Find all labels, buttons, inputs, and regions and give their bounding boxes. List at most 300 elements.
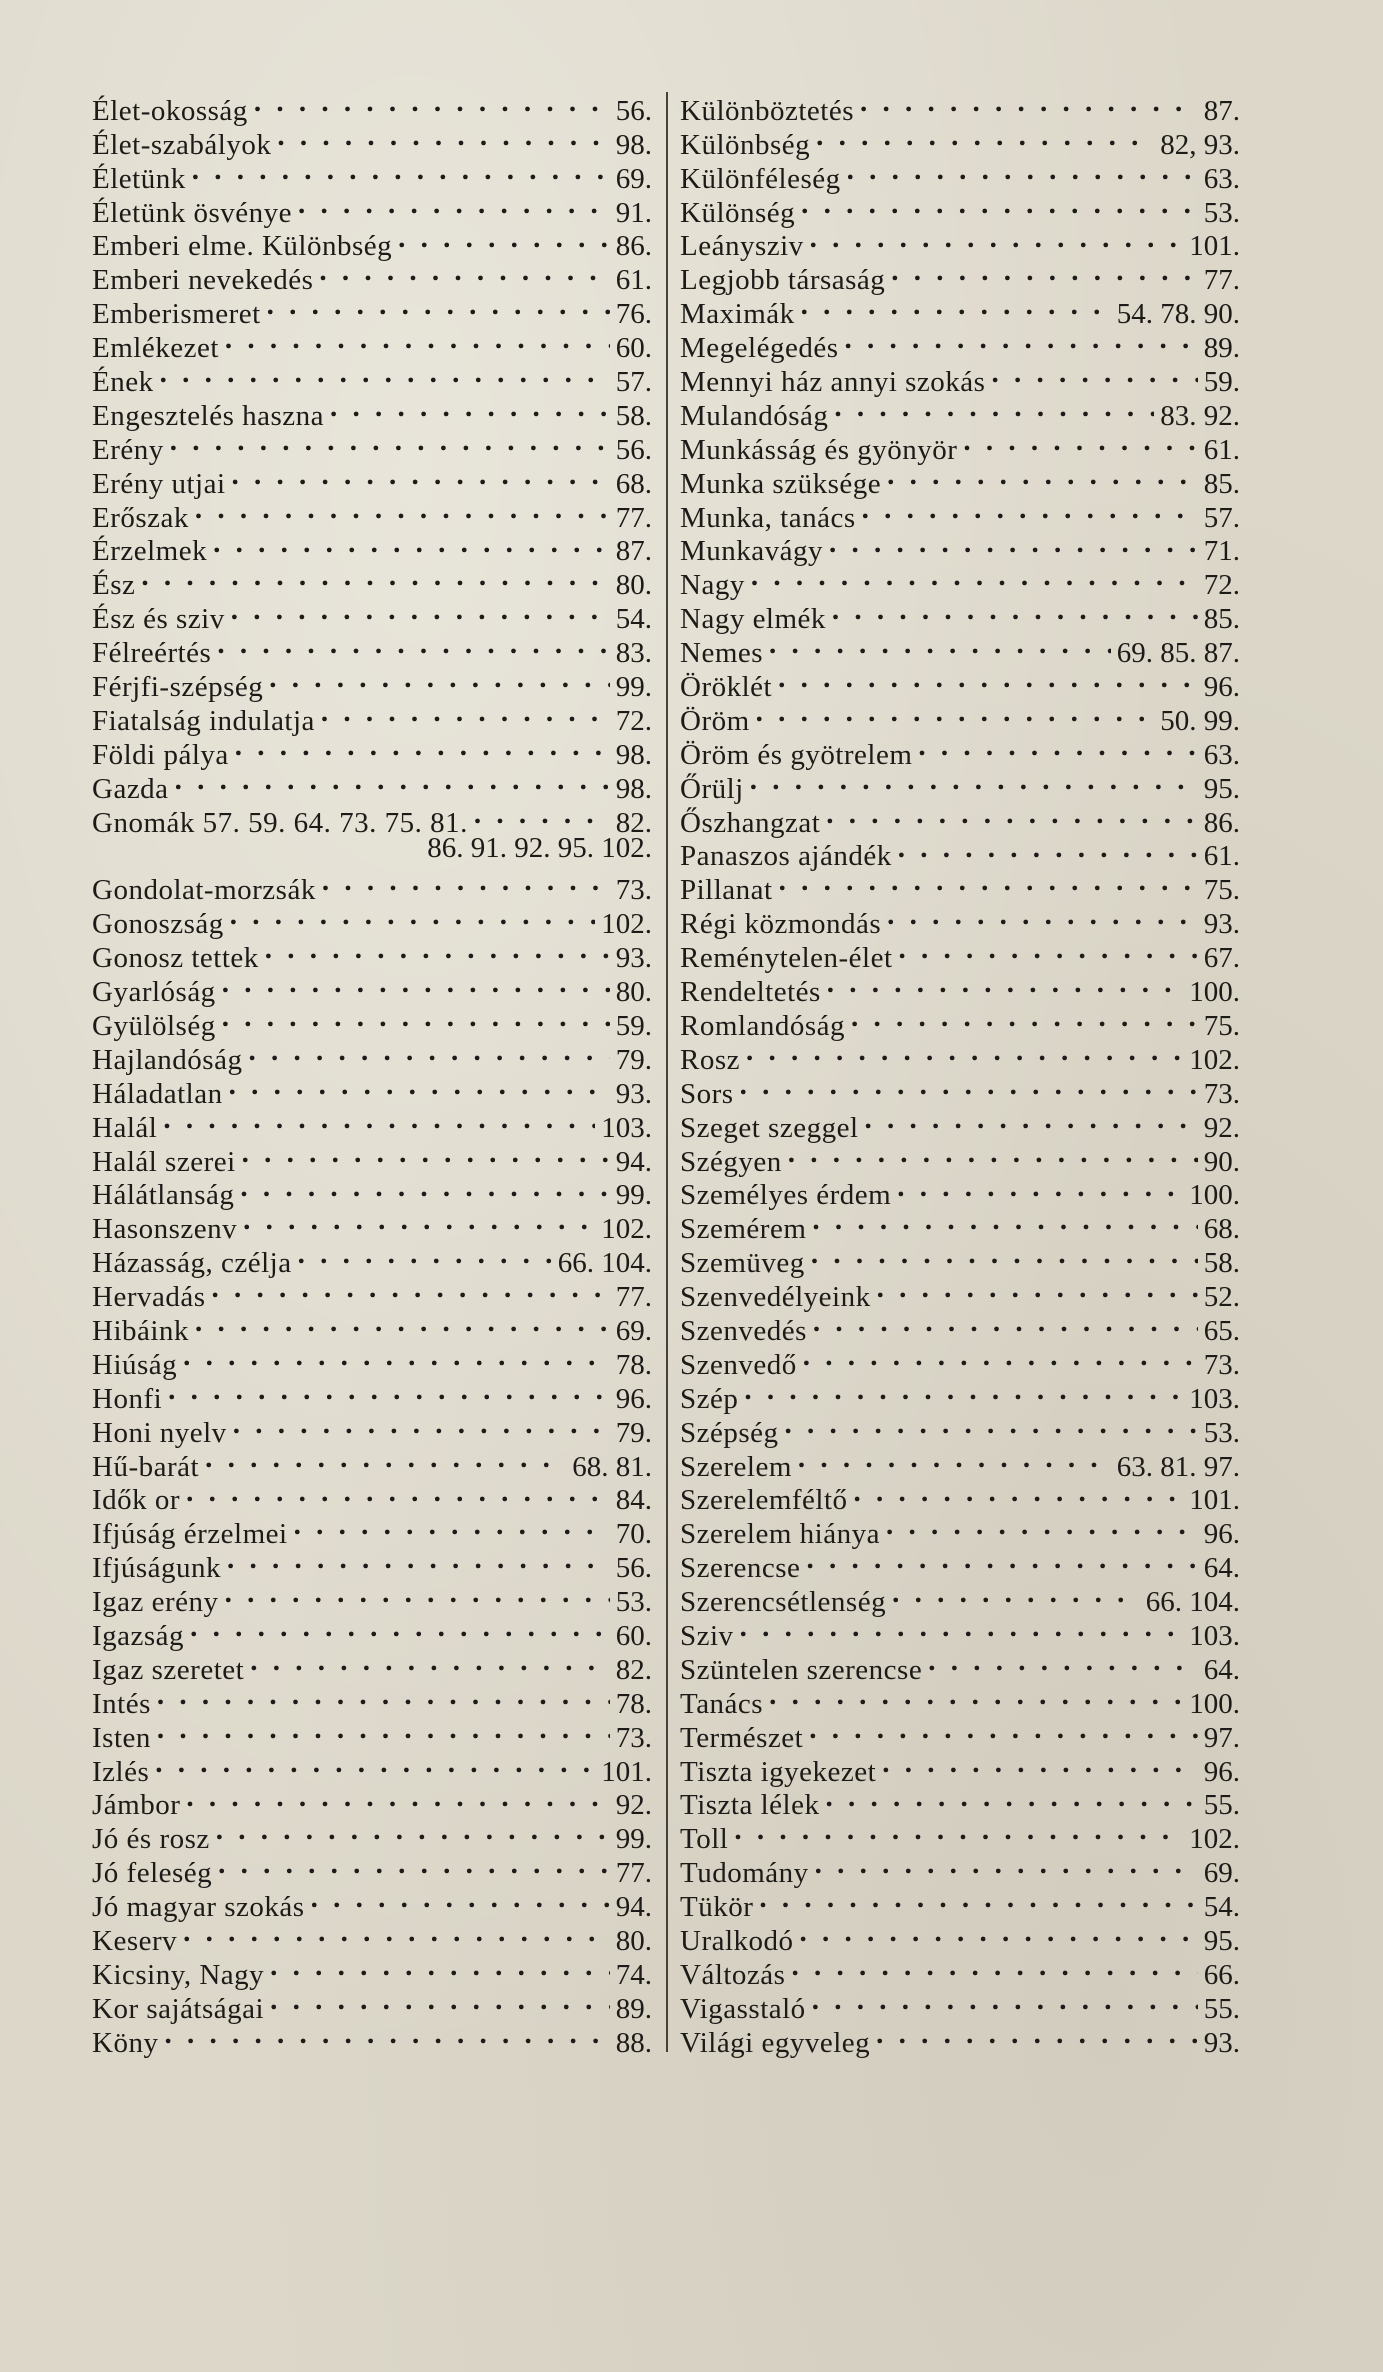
index-term: Rendeltetés <box>680 976 821 1009</box>
index-entry <box>680 459 1240 500</box>
dot-leader <box>213 527 610 561</box>
index-page-numbers: 63. <box>1203 738 1240 771</box>
index-entry <box>92 1408 652 1449</box>
index-page-numbers: 96. <box>1203 671 1240 704</box>
index-term: Fiatalság indulatja <box>92 704 315 737</box>
dot-leader <box>218 1848 610 1882</box>
index-page-numbers: 70. <box>615 1518 652 1551</box>
dot-leader <box>250 1645 610 1679</box>
dot-leader <box>233 1408 610 1442</box>
index-entry <box>92 1713 652 1754</box>
index-entry <box>680 154 1240 195</box>
index-term: Hiúság <box>92 1348 178 1381</box>
index-page-numbers: 78. <box>615 1348 652 1381</box>
index-page-numbers: 77. <box>615 501 652 534</box>
index-term: Földi pálya <box>92 738 229 771</box>
dot-leader <box>778 662 1198 696</box>
index-page-numbers: 52. <box>1203 1281 1240 1314</box>
index-term: Nemes <box>680 637 764 670</box>
index-term: Ész és sziv <box>92 603 225 636</box>
dot-leader <box>242 1137 610 1171</box>
dot-leader <box>810 222 1184 256</box>
index-term: Gyarlóság <box>92 976 216 1009</box>
index-term: Szépség <box>680 1416 779 1449</box>
index-entry <box>92 1611 652 1652</box>
index-entry <box>680 1747 1240 1788</box>
index-page-numbers: 54. 78. 90. <box>1116 298 1240 331</box>
index-term: Panaszos ajándék <box>680 840 892 873</box>
index-page-numbers: 78. <box>615 1687 652 1720</box>
index-term: Férjfi-szépség <box>92 671 264 704</box>
dot-leader <box>225 323 610 357</box>
index-page-numbers: 82. <box>615 1653 652 1686</box>
index-entry <box>92 323 652 365</box>
index-page-numbers: 95. <box>1203 772 1240 805</box>
index-page-numbers: 68. 81. <box>572 1450 652 1483</box>
index-page-numbers: 99. <box>615 1179 652 1212</box>
index-page-numbers: 102. <box>1189 1823 1240 1856</box>
index-term: Öröm <box>680 704 750 737</box>
dot-leader <box>882 1747 1198 1781</box>
dot-leader <box>321 696 610 730</box>
dot-leader <box>798 1442 1111 1476</box>
dot-leader <box>812 1204 1197 1238</box>
index-page-numbers: 69. <box>615 1314 652 1347</box>
index-page-numbers: 86. <box>1203 806 1240 839</box>
index-entry <box>680 1374 1240 1415</box>
index-page-numbers: 66. <box>1203 1958 1240 1991</box>
dot-leader <box>991 357 1197 391</box>
index-entry <box>92 1476 652 1517</box>
index-term: Tiszta igyekezet <box>680 1755 877 1788</box>
index-entry <box>680 1001 1240 1042</box>
index-term: Tükör <box>680 1891 754 1924</box>
index-term: Mennyi ház annyi szokás <box>680 366 986 399</box>
dot-leader <box>205 1442 566 1476</box>
index-page-numbers: 96. <box>1203 1755 1240 1788</box>
index-page-numbers: 72. <box>1203 569 1240 602</box>
index-term: Igaz szeretet <box>92 1653 245 1686</box>
dot-leader <box>788 1137 1198 1171</box>
index-term: Jó magyar szokás <box>92 1891 305 1924</box>
index-page-numbers: 64. <box>1203 1552 1240 1585</box>
dot-leader <box>319 255 609 289</box>
index-entry <box>680 1069 1240 1110</box>
index-page-numbers: 73. <box>615 874 652 907</box>
index-entry <box>680 1713 1240 1754</box>
dot-leader <box>212 1272 610 1306</box>
index-term: Házasság, czélja <box>92 1247 292 1280</box>
index-term: Ének <box>92 366 154 399</box>
index-page-numbers: 92. <box>615 1789 652 1822</box>
index-entry <box>92 222 652 263</box>
index-entry <box>92 357 652 399</box>
index-term: Sziv <box>680 1619 734 1652</box>
index-term: Hálátlanság <box>92 1179 235 1212</box>
dot-leader <box>248 1035 609 1069</box>
index-column-left <box>92 86 652 2059</box>
dot-leader <box>186 1476 610 1510</box>
index-entry <box>92 1103 652 1144</box>
column-divider <box>666 92 668 2052</box>
index-entry <box>680 1950 1240 1991</box>
index-term: Változás <box>680 1958 786 1991</box>
dot-leader <box>891 255 1197 289</box>
dot-leader <box>155 1747 595 1781</box>
index-entry <box>92 1882 652 1924</box>
dot-leader <box>740 1069 1198 1103</box>
index-term: Halál <box>92 1111 158 1144</box>
index-entry <box>92 933 652 975</box>
index-entry <box>680 1509 1240 1551</box>
index-page-numbers: 102. <box>601 908 652 941</box>
index-term: Őrülj <box>680 772 744 805</box>
index-page-numbers: 103. <box>601 1111 652 1144</box>
index-page-numbers: 60. <box>615 332 652 365</box>
index-term: Gnomák 57. 59. 64. 73. 75. 81. <box>92 806 468 839</box>
index-term: Ifjúságunk <box>92 1552 222 1585</box>
index-term: Rosz <box>680 1043 740 1076</box>
dot-leader <box>860 86 1198 120</box>
index-page-numbers: 68. <box>1203 1213 1240 1246</box>
dot-leader <box>232 459 610 493</box>
index-term: Toll <box>680 1823 729 1856</box>
dot-leader <box>277 120 609 154</box>
index-entry <box>92 459 652 500</box>
index-page-numbers: 66. 104. <box>557 1247 652 1280</box>
dot-leader <box>877 1272 1198 1306</box>
index-page-numbers: 71. <box>1203 535 1240 568</box>
index-entry <box>92 425 652 466</box>
index-page-numbers: 85. <box>1203 603 1240 636</box>
dot-leader <box>862 493 1198 527</box>
dot-leader <box>769 1679 1183 1713</box>
index-entry <box>92 1950 652 1991</box>
index-entry <box>680 357 1240 399</box>
dot-leader <box>851 1001 1198 1035</box>
index-term: Halál szerei <box>92 1145 236 1178</box>
index-page-numbers: 56. <box>615 94 652 127</box>
index-term: Szerencse <box>680 1552 801 1585</box>
index-term: Félreértés <box>92 637 212 670</box>
index-term: Munka, tanács <box>680 501 856 534</box>
dot-leader <box>756 696 1155 730</box>
index-term: Engesztelés haszna <box>92 399 325 432</box>
index-page-numbers: 87. <box>1203 94 1240 127</box>
index-entry <box>680 1340 1240 1381</box>
index-entry <box>92 764 652 805</box>
index-entry <box>92 1340 652 1381</box>
index-page-numbers: 67. <box>1203 942 1240 975</box>
index-page-numbers: 101. <box>1189 230 1240 263</box>
index-entry <box>680 222 1240 263</box>
index-entry <box>680 1238 1240 1280</box>
dot-leader <box>887 899 1198 933</box>
index-term: Gonoszság <box>92 908 224 941</box>
dot-leader <box>195 1306 610 1340</box>
index-term: Erény <box>92 433 164 466</box>
index-page-numbers: 94. <box>615 1891 652 1924</box>
index-entry <box>680 798 1240 839</box>
index-term: Köny <box>92 2026 159 2059</box>
index-page-numbers: 100. <box>1189 976 1240 1009</box>
index-term: Sors <box>680 1077 734 1110</box>
index-entry <box>680 527 1240 568</box>
index-entry <box>92 1747 652 1788</box>
index-entry <box>680 120 1240 161</box>
index-page-numbers: 103. <box>1189 1382 1240 1415</box>
dot-leader <box>887 459 1198 493</box>
index-page-numbers: 94. <box>615 1145 652 1178</box>
index-entry <box>680 662 1240 704</box>
index-page-numbers: 80. <box>615 569 652 602</box>
dot-leader <box>267 289 610 323</box>
index-page-numbers: 63. 81. 97. <box>1116 1450 1240 1483</box>
index-page-numbers: 68. <box>615 467 652 500</box>
index-term: Kor sajátságai <box>92 1992 265 2025</box>
index-page-numbers: 72. <box>615 704 652 737</box>
index-entry <box>680 1408 1240 1449</box>
index-page-numbers: 55. <box>1203 1992 1240 2025</box>
dot-leader <box>230 899 595 933</box>
index-entry <box>92 1543 652 1585</box>
dot-leader <box>928 1645 1198 1679</box>
index-entry <box>680 2018 1240 2059</box>
index-page-numbers: 89. <box>615 1992 652 2025</box>
index-term: Szüntelen szerencse <box>680 1653 923 1686</box>
index-page-numbers: 57. <box>615 366 652 399</box>
dot-leader <box>235 730 610 764</box>
index-entry <box>680 1882 1240 1924</box>
index-entry <box>92 1984 652 2025</box>
index-entry <box>92 1848 652 1890</box>
dot-leader <box>164 2018 609 2052</box>
index-term: Hibáink <box>92 1314 189 1347</box>
index-term: Szép <box>680 1382 739 1415</box>
index-page-numbers: 59. <box>615 1009 652 1042</box>
index-page-numbers: 53. <box>615 1586 652 1619</box>
index-entry <box>680 899 1240 941</box>
dot-leader <box>892 1577 1140 1611</box>
index-page-numbers: 53. <box>1203 1416 1240 1449</box>
dot-leader <box>751 560 1198 594</box>
index-term: Jámbor <box>92 1789 181 1822</box>
index-entry <box>92 1035 652 1076</box>
index-term: Kicsiny, Nagy <box>92 1958 265 1991</box>
dot-leader <box>898 832 1198 866</box>
index-entry <box>92 1645 652 1686</box>
dot-leader <box>963 425 1197 459</box>
index-entry <box>92 696 652 737</box>
index-term: Hasonszenv <box>92 1213 238 1246</box>
index-entry <box>92 120 652 161</box>
index-entry <box>680 1814 1240 1856</box>
index-term: Emberi elme. Különbség <box>92 230 393 263</box>
index-entry <box>92 1204 652 1246</box>
dot-leader <box>827 967 1183 1001</box>
index-page-numbers: 93. <box>1203 908 1240 941</box>
index-entry <box>92 560 652 602</box>
index-entry <box>680 560 1240 602</box>
index-entry <box>92 1238 652 1280</box>
index-page-numbers: 50. 99. <box>1160 704 1240 737</box>
index-page-numbers: 93. <box>1203 2026 1240 2059</box>
index-page-numbers: 80. <box>615 976 652 1009</box>
index-page-numbers: 86. <box>615 230 652 263</box>
index-entry <box>92 662 652 704</box>
index-term: Hervadás <box>92 1281 206 1314</box>
index-term: Intés <box>92 1687 151 1720</box>
index-column-right <box>680 86 1240 2059</box>
index-page-numbers: 75. <box>1203 1009 1240 1042</box>
dot-leader <box>322 865 610 899</box>
dot-leader <box>216 1814 610 1848</box>
index-term: Erény utjai <box>92 467 226 500</box>
index-page-numbers: 86. 91. 92. 95. 102. <box>427 831 652 864</box>
index-page-numbers: 64. <box>1203 1653 1240 1686</box>
dot-leader <box>298 188 610 222</box>
index-entry <box>92 1001 652 1042</box>
index-term: Öröm és gyötrelem <box>680 738 913 771</box>
dot-leader <box>227 1543 610 1577</box>
index-entry <box>680 594 1240 636</box>
index-page-numbers: 58. <box>615 399 652 432</box>
index-term: Erőszak <box>92 501 189 534</box>
index-term: Mulandóság <box>680 399 829 432</box>
index-entry <box>92 1442 652 1483</box>
index-term: Öröklét <box>680 671 773 704</box>
dot-leader <box>231 594 610 628</box>
index-term: Különféleség <box>680 162 841 195</box>
dot-leader <box>170 425 610 459</box>
index-page-numbers: 99. <box>615 671 652 704</box>
index-entry <box>92 188 652 229</box>
index-term: Gonosz tettek <box>92 942 259 975</box>
index-page-numbers: 102. <box>601 1213 652 1246</box>
index-term: Világi egyveleg <box>680 2026 871 2059</box>
dot-leader <box>217 628 609 662</box>
index-entry <box>680 425 1240 466</box>
index-term: Háladatlan <box>92 1077 223 1110</box>
dot-leader <box>826 798 1197 832</box>
index-page-numbers: 56. <box>615 433 652 466</box>
index-page-numbers: 55. <box>1203 1789 1240 1822</box>
index-term: Keserv <box>92 1924 178 1957</box>
index-entry <box>92 899 652 941</box>
index-entry <box>680 1543 1240 1585</box>
index-page-numbers: 60. <box>615 1619 652 1652</box>
index-entry <box>680 391 1240 432</box>
index-page-numbers: 93. <box>615 942 652 975</box>
index-page-numbers: 82, 93. <box>1160 128 1240 161</box>
dot-leader <box>809 1713 1198 1747</box>
index-page-numbers: 54. <box>1203 1891 1240 1924</box>
dot-leader <box>865 1103 1198 1137</box>
index-term: Szerencsétlenség <box>680 1586 887 1619</box>
index-page-numbers: 102. <box>1189 1043 1240 1076</box>
index-entry <box>680 1679 1240 1720</box>
index-term: Gazda <box>92 772 169 805</box>
index-term: Hajlandóság <box>92 1043 243 1076</box>
index-entry <box>92 1509 652 1551</box>
index-page-numbers: 53. <box>1203 196 1240 229</box>
dot-leader <box>801 188 1198 222</box>
dot-leader <box>229 1069 610 1103</box>
index-term: Munka szüksége <box>680 467 882 500</box>
dot-leader <box>899 933 1198 967</box>
index-entry <box>680 696 1240 737</box>
index-page-numbers: 96. <box>615 1382 652 1415</box>
index-page-numbers: 98. <box>615 772 652 805</box>
index-term: Szemérem <box>680 1213 807 1246</box>
index-page-numbers: 91. <box>615 196 652 229</box>
index-term: Nagy <box>680 569 745 602</box>
index-page-numbers: 96. <box>1203 1518 1240 1551</box>
index-entry <box>92 255 652 297</box>
dot-leader <box>918 730 1197 764</box>
dot-leader <box>746 1035 1183 1069</box>
index-page-numbers: 95. <box>1203 1924 1240 1957</box>
index-entry <box>92 391 652 432</box>
index-entry <box>92 1577 652 1619</box>
index-term: Szeget szeggel <box>680 1111 859 1144</box>
dot-leader <box>834 391 1154 425</box>
index-term: Ész <box>92 569 136 602</box>
dot-leader <box>832 594 1198 628</box>
dot-leader <box>801 289 1111 323</box>
index-page-numbers: 85. <box>1203 467 1240 500</box>
index-term: Leánysziv <box>680 230 804 263</box>
index-page-numbers: 77. <box>615 1281 652 1314</box>
dot-leader <box>779 865 1198 899</box>
index-entry <box>92 1781 652 1822</box>
index-term: Szenvedélyeink <box>680 1281 871 1314</box>
index-term: Isten <box>92 1721 151 1754</box>
index-entry <box>680 1916 1240 1957</box>
index-term: Szemüveg <box>680 1247 805 1280</box>
dot-leader <box>811 1238 1198 1272</box>
dot-leader <box>270 1984 610 2018</box>
index-entry <box>92 865 652 907</box>
index-term: Pillanat <box>680 874 773 907</box>
index-entry <box>680 764 1240 805</box>
index-term: Személyes érdem <box>680 1179 892 1212</box>
index-page-numbers: 76. <box>615 298 652 331</box>
index-term: Maximák <box>680 298 795 331</box>
dot-leader <box>141 560 609 594</box>
dot-leader <box>897 1171 1183 1205</box>
dot-leader <box>192 154 610 188</box>
dot-leader <box>240 1171 609 1205</box>
index-term: Szégyen <box>680 1145 782 1178</box>
index-entry <box>680 289 1240 331</box>
index-term: Munkavágy <box>680 535 824 568</box>
index-entry <box>92 289 652 331</box>
index-term: Szenvedés <box>680 1314 807 1347</box>
dot-leader <box>163 1103 595 1137</box>
index-term: Jó és rosz <box>92 1823 210 1856</box>
index-page-numbers: 83. <box>615 637 652 670</box>
dot-leader <box>298 1238 552 1272</box>
index-page-numbers: 73. <box>615 1721 652 1754</box>
dot-leader <box>175 764 610 798</box>
index-page-numbers: 88. <box>615 2026 652 2059</box>
index-page-numbers: 80. <box>615 1924 652 1957</box>
index-entry <box>92 594 652 636</box>
index-term: Jó feleség <box>92 1857 213 1890</box>
index-entry <box>680 1306 1240 1347</box>
dot-leader <box>791 1950 1197 1984</box>
